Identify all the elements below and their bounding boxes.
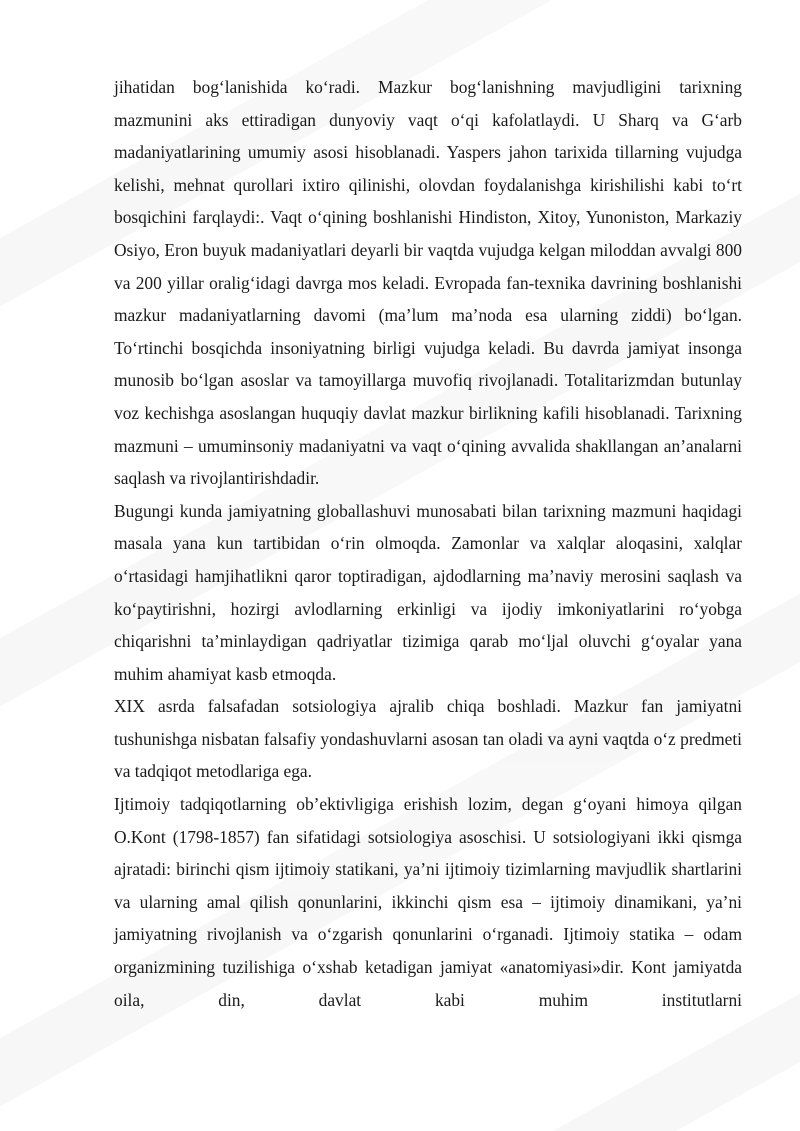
paragraph-4: Ijtimoiy tadqiqotlarning ob’ektivligiga erishish lozim, degan g‘oyani himoya qilgan O.Kont (1798-1857) fan sifatidagi sotsiologiya asoschisi. U sotsiologiyani ikki qismga ajratadi: birinchi qism ijtimoiy statikani, ya’ni ijtimoiy tizimlarning mavjudlik shartlarini va ularning amal qilish qonunlarini, ikkinchi qism esa – ijtimoiy dinamikani, ya’ni jamiyatning rivojlanish va o‘zgarish qonunlarini o‘rganadi. Ijtimoiy statika – odam organizmining tuzilishiga o‘xshab ketadigan jamiyat «anatomiyasi»dir. Kont jamiyatda oila, din, davlat kabi muhim institutlarni [114, 794, 742, 1010]
paragraph-1: jihatidan bog‘lanishida ko‘radi. Mazkur bog‘lanishning mavjudligini tarixning mazmunini aks ettiradigan dunyoviy vaqt o‘qi kafolatlaydi. U Sharq va G‘arb madaniyatlarining umumiy asosi hisoblanadi. Yaspers jahon tarixida tillarning vujudga kelishi, mehnat qurollari ixtiro qilinishi, olovdan foydalanishga kirishilishi kabi to‘rt bosqichini farqlaydi:. Vaqt o‘qining boshlanishi Hindiston, Xitoy, Yunoniston, Markaziy Osiyo, Eron buyuk madaniyatlari deyarli bir vaqtda vujudga kelgan miloddan avvalgi 800 va 200 yillar oralig‘idagi davrga mos keladi. Evropada fan-texnika davrining boshlanishi mazkur madaniyatlarning davomi (ma’lum ma’noda esa ularning ziddi) bo‘lgan. To‘rtinchi bosqichda insoniyatning birligi vujudga keladi. Bu davrda jamiyat insonga munosib bo‘lgan asoslar va tamoyillarga muvofiq rivojlanadi. Totalitarizmdan butunlay voz kechishga asoslangan huquqiy davlat mazkur birlikning kafili hisoblanadi. Tarixning mazmuni – umuminsoniy madaniyatni va vaqt o‘qining avvalida shakllangan an’analarni saqlash va rivojlantirishdadir. [114, 77, 742, 489]
paragraph-2: Bugungi kunda jamiyatning globallashuvi munosabati bilan tarixning mazmuni haqidagi masala yana kun tartibidan o‘rin olmoqda. Zamonlar va xalqlar aloqasini, xalqlar o‘rtasidagi hamjihatlikni qaror toptiradigan, ajdodlarning ma’naviy merosini saqlash va ko‘paytirishni, hozirgi avlodlarning erkinligi va ijodiy imkoniyatlarini ro‘yobga chiqarishni ta’minlaydigan qadriyatlar tizimiga qarab mo‘ljal oluvchi g‘oyalar yana muhim ahamiyat kasb etmoqda. [114, 500, 742, 684]
paragraph-3: XIX asrda falsafadan sotsiologiya ajralib chiqa boshladi. Mazkur fan jamiyatni tushunishga nisbatan falsafiy yondashuvlarni asosan tan oladi va ayni vaqtda o‘z predmeti va tadqiqot metodlariga ega. [114, 696, 742, 782]
document-page [114, 71, 742, 1016]
